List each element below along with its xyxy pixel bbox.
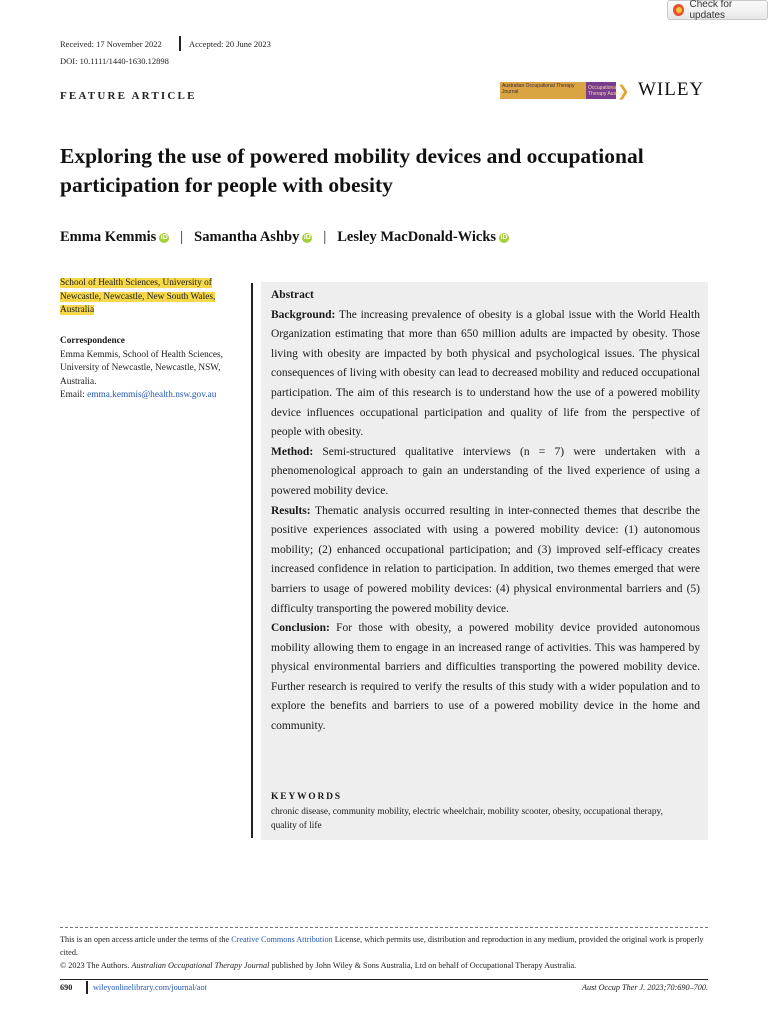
email-link[interactable]: emma.kemmis@health.nsw.gov.au: [87, 390, 217, 400]
abstract-results: [271, 502, 700, 620]
copyright-post: published by John Wiley & Sons Australia, Ltd on behalf of Occupational Therapy Australia.: [269, 961, 577, 970]
journal-name: Australian Occupational Therapy Journal: [131, 961, 270, 970]
column-divider: [251, 283, 253, 838]
section-label: FEATURE ARTICLE: [60, 90, 197, 102]
check-for-updates-button[interactable]: [667, 0, 768, 20]
author-separator: |: [323, 229, 327, 245]
correspondence: [60, 335, 250, 403]
conclusion-text: For those with obesity, a powered mobility device provided autonomous mobility allowing them to engage in an increased range of activities. This was hampered by physical environmental barriers and difficulties transporting the powered mobility device. Further research is required to verify the results of this study with a wider population and to explore the benefits and barriers to use of a powered mobility device in the home and community.: [271, 622, 701, 733]
affiliation-text: School of Health Sciences, University of Newcastle, Newcastle, New South Wales, Australia: [60, 278, 216, 315]
abstract-method: [271, 443, 700, 502]
license-post: License, which permits use, distribution and reproduction in any medium, provided the original work is properly cited.: [60, 935, 704, 957]
journal-logo-text: [502, 83, 574, 95]
journal-logo-line2: Journal: [502, 89, 519, 95]
author-name[interactable]: Samantha Ashby: [194, 229, 300, 245]
background-label: Background:: [271, 308, 336, 321]
journal-logo: [500, 82, 630, 99]
journal-url[interactable]: wileyonlinelibrary.com/journal/aot: [93, 983, 207, 992]
copyright-pre: © 2023 The Authors.: [60, 961, 132, 970]
page-number: 690: [60, 983, 73, 992]
journal-logo-line1: Australian Occupational Therapy: [502, 83, 575, 89]
email-label: Email:: [60, 390, 88, 400]
crossmark-icon: [673, 4, 684, 16]
footer-rule: [60, 979, 708, 980]
accepted-date: Accepted: 20 June 2023: [189, 39, 271, 49]
results-label: Results:: [271, 504, 311, 517]
license-link[interactable]: Creative Commons Attribution: [231, 935, 333, 944]
conclusion-label: Conclusion:: [271, 622, 330, 635]
orcid-icon[interactable]: iD: [160, 234, 168, 241]
abstract-heading: Abstract: [271, 289, 314, 301]
ota-logo-line2: Therapy Australia: [588, 91, 627, 97]
abstract: [271, 286, 700, 737]
abstract-conclusion: [271, 619, 700, 737]
author-list: [60, 229, 509, 246]
orcid-icon[interactable]: iD: [500, 234, 508, 241]
footnote-divider: [60, 927, 708, 928]
author-separator: |: [180, 229, 184, 245]
received-date: Received: 17 November 2022: [60, 39, 162, 49]
article-title: Exploring the use of powered mobility devices and occupational participation for people with obesity: [60, 144, 644, 197]
ota-logo-icon: ❯: [617, 84, 630, 100]
orcid-icon[interactable]: iD: [303, 234, 311, 241]
author-name[interactable]: Emma Kemmis: [60, 229, 157, 245]
method-text: Semi-structured qualitative interviews (n = 7) were undertaken with a phenomenological approach to gain an understanding of the lived experience of using a powered mobility device.: [271, 445, 700, 497]
check-for-updates-label: Check for updates: [689, 0, 733, 21]
correspondence-address: Emma Kemmis, School of Health Sciences, University of Newcastle, Newcastle, NSW, Australia.: [60, 349, 223, 387]
doi: DOI: 10.1111/1440-1630.12898: [60, 56, 169, 66]
license-notice: [60, 933, 710, 972]
license-pre: This is an open access article under the terms of the: [60, 935, 232, 944]
affiliation: [60, 277, 242, 318]
ota-logo-line1: Occupational: [588, 85, 618, 91]
author-name[interactable]: Lesley MacDonald-Wicks: [337, 229, 497, 245]
footer-divider: [86, 981, 88, 994]
method-label: Method:: [271, 445, 314, 458]
meta-divider: [179, 36, 181, 51]
abstract-background: [271, 306, 700, 443]
publisher-logo: WILEY: [638, 79, 705, 100]
background-text: The increasing prevalence of obesity is a global issue with the World Health Organization estimating that more than 650 million adults are impacted by obesity. Those living with obesity are impacted by both physical and psychological issues. The physical consequences of living with obesity can lead to decreased mobility and reduced occupational participation. The aim of this research is to understand how the use of a powered mobility device influences occupational participation and quality of life from the perspective of people with obesity.: [271, 308, 700, 439]
results-text: Thematic analysis occurred resulting in inter-connected themes that describe the positive experiences associated with using a powered mobility device: (1) autonomous mobility; (2) enhanced occupational participation; and (3) improved self-efficacy creates increased confidence in relation to participation. In addition, two themes emerged that were barriers to usage of powered mobility devices: (4) physical environmental barriers and (5) difficulty transporting the powered mobility device.: [271, 504, 700, 615]
keywords-heading: KEYWORDS: [271, 792, 342, 802]
correspondence-heading: Correspondence: [60, 336, 125, 346]
keywords-text: chronic disease, community mobility, electric wheelchair, mobility scooter, obesity, occupational therapy, quality of life: [271, 807, 663, 831]
citation: Aust Occup Ther J. 2023;70:690–700.: [582, 983, 708, 992]
